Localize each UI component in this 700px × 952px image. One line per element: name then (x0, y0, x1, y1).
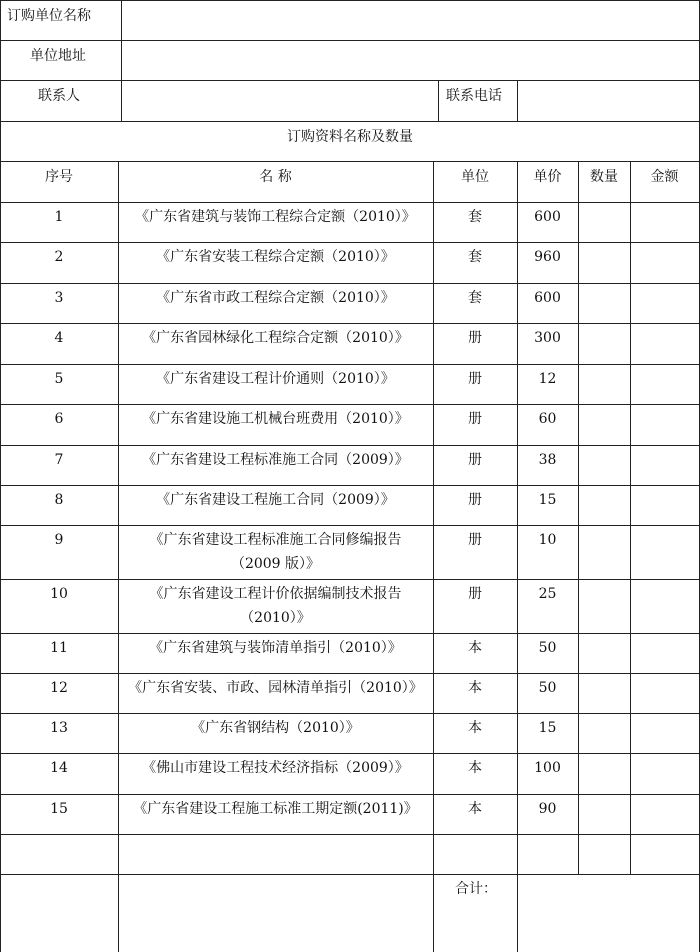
item-unit: 册 (468, 330, 482, 346)
item-qty-field[interactable] (579, 674, 629, 712)
item-seq: 12 (50, 680, 68, 696)
item-price: 100 (534, 760, 561, 776)
phone-label: 联系电话 (446, 88, 502, 104)
item-price: 10 (538, 532, 557, 548)
item-price: 15 (538, 720, 557, 736)
item-price: 12 (538, 371, 557, 387)
item-name: 《广东省建设工程计价通则（2010）》 (156, 371, 395, 387)
item-qty-field[interactable] (579, 526, 629, 578)
item-amount-field[interactable] (631, 284, 698, 322)
item-price: 50 (538, 680, 557, 696)
item-name: 《广东省安装工程综合定额（2010）》 (156, 249, 395, 265)
item-seq: 15 (50, 801, 68, 817)
address-label: 单位地址 (30, 48, 86, 64)
item-unit: 本 (468, 801, 482, 817)
item-qty-field[interactable] (579, 405, 629, 444)
item-name-line2: （2009 版）》 (230, 556, 321, 572)
item-amount-field[interactable] (631, 486, 698, 524)
item-qty-field[interactable] (579, 486, 629, 524)
item-unit: 册 (468, 452, 482, 468)
col-price: 单价 (533, 169, 562, 185)
item-unit: 册 (468, 532, 482, 548)
item-unit: 册 (468, 492, 482, 508)
item-qty-field[interactable] (579, 365, 629, 403)
blank-row-name-field[interactable] (119, 835, 432, 873)
item-qty-field[interactable] (579, 634, 629, 672)
item-qty-field[interactable] (579, 580, 629, 632)
item-seq: 8 (54, 492, 64, 508)
col-name: 名 称 (259, 169, 292, 185)
item-qty-field[interactable] (579, 203, 629, 241)
item-amount-field[interactable] (631, 365, 698, 403)
item-seq: 7 (54, 452, 64, 468)
item-unit: 本 (468, 760, 482, 776)
order-unit-label: 订购单位名称 (7, 8, 91, 24)
item-amount-field[interactable] (631, 754, 698, 793)
col-amount: 金额 (650, 169, 679, 185)
item-unit: 本 (468, 640, 482, 656)
item-amount-field[interactable] (631, 580, 698, 632)
item-name: 《广东省建设施工机械台班费用（2010）》 (142, 411, 409, 427)
contact-label: 联系人 (38, 88, 80, 104)
total-label: 合计： (455, 881, 497, 897)
item-name: 《广东省安装、市政、园林清单指引（2010）》 (128, 680, 423, 696)
item-name: 《广东省市政工程综合定额（2010）》 (156, 290, 395, 306)
item-qty-field[interactable] (579, 284, 629, 322)
item-name: 《广东省建筑与装饰工程综合定额（2010）》 (135, 209, 416, 225)
item-unit: 套 (468, 249, 482, 265)
item-unit: 册 (468, 586, 482, 602)
rule (433, 161, 434, 952)
item-seq: 14 (50, 760, 68, 776)
item-amount-field[interactable] (631, 634, 698, 672)
item-price: 50 (538, 640, 557, 656)
rule (0, 121, 700, 122)
item-price: 38 (538, 452, 557, 468)
item-seq: 4 (54, 330, 64, 346)
item-price: 25 (538, 586, 557, 602)
item-amount-field[interactable] (631, 526, 698, 578)
item-price: 600 (534, 290, 561, 306)
blank-row-qty-field[interactable] (579, 835, 629, 873)
item-seq: 6 (54, 411, 64, 427)
item-qty-field[interactable] (579, 795, 629, 833)
item-seq: 3 (54, 290, 64, 306)
item-name: 《广东省园林绿化工程综合定额（2010）》 (142, 330, 409, 346)
item-name-line2: （2010）》 (240, 610, 311, 626)
item-unit: 本 (468, 720, 482, 736)
item-name: 《广东省钢结构（2010）》 (191, 720, 360, 736)
item-seq: 5 (54, 371, 64, 387)
item-price: 960 (534, 249, 561, 265)
item-seq: 11 (50, 640, 68, 656)
item-name: 《广东省建设工程标准施工合同（2009）》 (142, 452, 409, 468)
section-title: 订购资料名称及数量 (287, 129, 413, 145)
item-price: 300 (534, 330, 561, 346)
order-unit-field[interactable] (122, 1, 698, 40)
item-seq: 10 (50, 586, 68, 602)
item-name: 《广东省建设工程施工合同（2009）》 (156, 492, 395, 508)
item-qty-field[interactable] (579, 446, 629, 484)
rule (0, 161, 700, 162)
item-price: 60 (538, 411, 557, 427)
item-amount-field[interactable] (631, 446, 698, 484)
item-amount-field[interactable] (631, 203, 698, 241)
item-unit: 册 (468, 411, 482, 427)
item-seq: 1 (54, 209, 64, 225)
item-price: 600 (534, 209, 561, 225)
item-name: 《广东省建设工程施工标准工期定额(2011)》 (133, 801, 418, 817)
phone-field[interactable] (518, 81, 698, 121)
item-amount-field[interactable] (631, 243, 698, 282)
item-unit: 本 (468, 680, 482, 696)
col-seq: 序号 (45, 169, 73, 185)
item-unit: 套 (468, 209, 482, 225)
item-qty-field[interactable] (579, 754, 629, 793)
item-name: 《佛山市建设工程技术经济指标（2009）》 (142, 760, 409, 776)
item-amount-field[interactable] (631, 795, 698, 833)
item-price: 90 (538, 801, 557, 817)
item-amount-field[interactable] (631, 674, 698, 712)
item-name: 《广东省建筑与装饰清单指引（2010）》 (149, 640, 402, 656)
col-qty: 数量 (590, 169, 618, 185)
item-amount-field[interactable] (631, 714, 698, 752)
item-amount-field[interactable] (631, 324, 698, 363)
item-name-line1: 《广东省建设工程标准施工合同修编报告 (149, 532, 402, 548)
item-seq: 13 (50, 720, 68, 736)
contact-field[interactable] (122, 81, 437, 121)
item-qty-field[interactable] (579, 243, 629, 282)
blank-row-amount-field[interactable] (631, 835, 698, 873)
item-price: 15 (538, 492, 557, 508)
col-unit: 单位 (461, 169, 489, 185)
item-qty-field[interactable] (579, 324, 629, 363)
address-field[interactable] (122, 41, 698, 80)
rule (517, 161, 518, 952)
total-field[interactable] (518, 875, 698, 951)
item-unit: 册 (468, 371, 482, 387)
item-qty-field[interactable] (579, 714, 629, 752)
item-name-line1: 《广东省建设工程计价依据编制技术报告 (149, 586, 402, 602)
rule (438, 80, 439, 121)
item-seq: 9 (54, 532, 64, 548)
item-amount-field[interactable] (631, 405, 698, 444)
item-seq: 2 (54, 249, 64, 265)
item-unit: 套 (468, 290, 482, 306)
